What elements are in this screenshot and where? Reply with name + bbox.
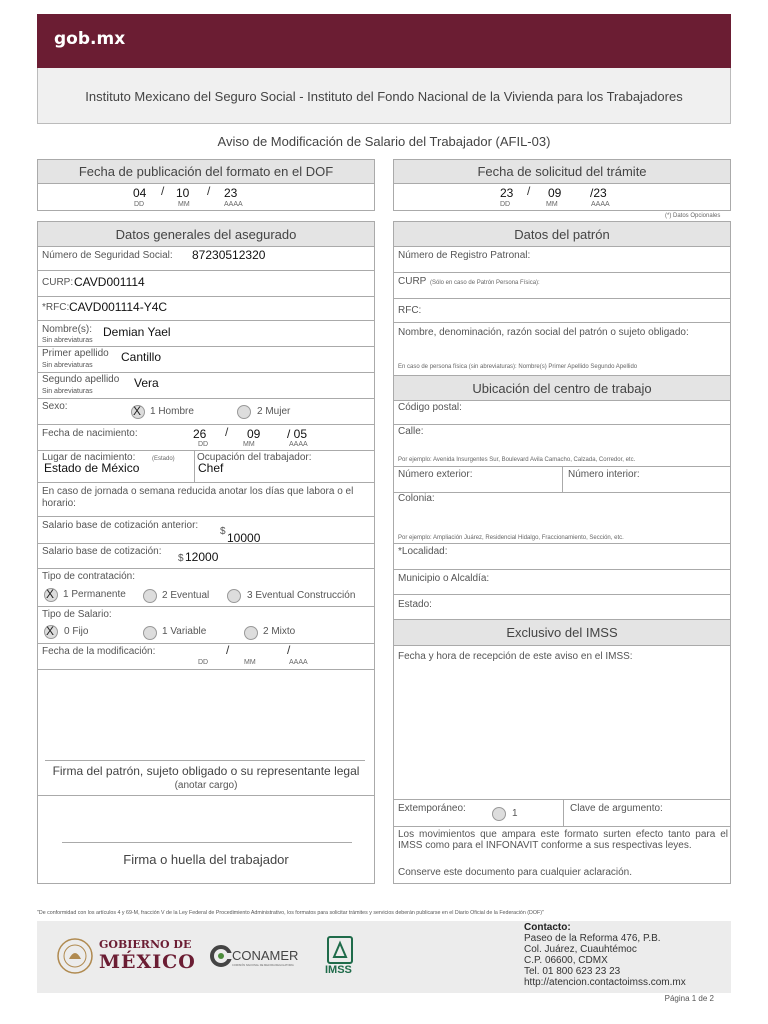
segundo-apellido-label: Segundo apellido: [42, 374, 120, 385]
optional-note: (*) Datos Opcionales: [665, 213, 721, 219]
divider: [37, 669, 375, 670]
salario-fijo-label: 0 Fijo: [64, 626, 89, 637]
contrat-construccion-label: 3 Eventual Construcción: [247, 590, 356, 601]
divider: [37, 398, 375, 399]
conamer-text: CONAMER: [232, 948, 299, 963]
dof-year: 23: [224, 186, 238, 200]
numero-exterior-label: Número exterior:: [398, 469, 473, 480]
nss-label: Número de Seguridad Social:: [42, 250, 173, 261]
lugar-label: Lugar de nacimiento:: [42, 452, 136, 463]
nacimiento-label: Fecha de nacimiento:: [42, 428, 138, 439]
extemporaneo-label: Extemporáneo:: [398, 803, 466, 814]
imss-section-header: [393, 619, 731, 646]
dof-month: 10: [176, 186, 190, 200]
solicitud-sep1: /: [527, 184, 531, 198]
contrat-permanente-mark: X: [46, 587, 55, 601]
dof-day: 04: [133, 186, 147, 200]
divider: [393, 826, 731, 827]
solicitud-mm-label: MM: [546, 201, 558, 208]
estado-label: Estado:: [398, 599, 432, 610]
gobierno-mexico-logo[interactable]: [55, 935, 195, 977]
rfc-label: *RFC:: [42, 302, 70, 313]
divider: [37, 606, 375, 607]
primer-apellido-label: Primer apellido: [42, 348, 109, 359]
nac-sep1: /: [225, 425, 229, 439]
form-title: Aviso de Modificación de Salario del Trabajador (AFIL-03): [217, 134, 551, 149]
solicitud-month: 09: [548, 186, 562, 200]
sexo-mujer-label: 2 Mujer: [257, 406, 291, 417]
divider: [393, 543, 731, 544]
segundo-sin-abrev: Sin abreviaturas: [42, 388, 93, 395]
patron-nombre-note: En caso de persona física (sin abreviaturas): Nombre(s) Primer Apellido Segundo Apellido: [398, 364, 638, 370]
contacto-url[interactable]: http://atencion.contactoimss.com.mx: [524, 977, 686, 988]
conamer-logo[interactable]: [210, 945, 310, 975]
fmod-mm-label: MM: [244, 659, 256, 666]
primer-sin-abrev: Sin abreviaturas: [42, 362, 93, 369]
divider: [37, 320, 375, 321]
contacto-title: Contacto:: [524, 922, 571, 933]
salario-label: Salario base de cotización:: [42, 546, 162, 557]
patron-section-header: [393, 221, 731, 247]
gobierno-de-text: GOBIERNO DE: [99, 938, 192, 951]
divider: [393, 569, 731, 570]
fecha-modificacion-label: Fecha de la modificación:: [42, 646, 156, 657]
recepcion-label: Fecha y hora de recepción de este aviso en el IMSS:: [398, 651, 633, 662]
imss-emblem-icon: [325, 935, 355, 965]
solicitud-date-box: [393, 183, 731, 211]
conamer-subtitle: COMISIÓN NACIONAL DE MEJORA REGULATORIA: [232, 964, 294, 967]
solicitud-day: 23: [500, 186, 514, 200]
sexo-hombre-mark: X: [133, 404, 142, 418]
lugar-value[interactable]: Estado de México: [44, 461, 140, 475]
contacto-address-1: Paseo de la Reforma 476, P.B.: [524, 933, 661, 944]
ocupacion-label: Ocupación del trabajador:: [197, 452, 312, 463]
ubicacion-box: [393, 400, 731, 620]
divider: [393, 594, 731, 595]
salario-fijo-mark: X: [46, 624, 55, 638]
fmod-dd-label: DD: [198, 659, 209, 666]
salario-anterior-label: Salario base de cotización anterior:: [42, 520, 199, 531]
imss-logo[interactable]: [322, 935, 358, 979]
localidad-label: *Localidad:: [398, 546, 448, 557]
patron-title: Datos del patrón: [514, 227, 610, 242]
municipio-label: Municipio o Alcaldía:: [398, 573, 490, 584]
divider: [37, 643, 375, 644]
patron-box: [393, 246, 731, 376]
registro-patronal-label: Número de Registro Patronal:: [398, 250, 531, 261]
salario-variable-label: 1 Variable: [162, 626, 207, 637]
contacto-block: [524, 922, 724, 988]
divider: [37, 568, 375, 569]
solicitud-title: Fecha de solicitud del trámite: [477, 164, 647, 179]
divider: [393, 298, 731, 299]
divider: [37, 346, 375, 347]
divider: [37, 482, 375, 483]
divider: [562, 466, 563, 492]
dof-sep1: /: [161, 184, 165, 198]
patron-curp-label: CURP: [398, 276, 427, 287]
extemporaneo-radio[interactable]: [492, 807, 506, 821]
dof-dd-label: DD: [134, 201, 145, 208]
divider: [37, 450, 375, 451]
dof-section-header: [37, 159, 375, 184]
legal-note: "De conformidad con los artículos 4 y 69-M, fracción V de la Ley Federal de Procedimiento Administrativo, los formatos para solicitar trámites y servicios deberán publicarse en el Diario Oficial de la Federación (DOF)": [37, 910, 544, 916]
segundo-apellido-value[interactable]: Vera: [134, 376, 159, 390]
dof-date-box: [37, 183, 375, 211]
colonia-note: Por ejemplo: Ampliación Juárez, Residencial Hidalgo, Fraccionamiento, Sección, etc.: [398, 535, 624, 541]
nombre-sin-abrev: Sin abreviaturas: [42, 337, 93, 344]
ubicacion-section-header: [393, 375, 731, 401]
patron-nombre-label: Nombre, denominación, razón social del patrón o sujeto obligado:: [398, 327, 689, 338]
anotar-cargo-label: (anotar cargo): [174, 780, 238, 791]
fmod-sep1: /: [226, 643, 230, 657]
divider: [37, 795, 375, 796]
divider: [393, 322, 731, 323]
nombre-label: Nombre(s):: [42, 324, 93, 335]
dof-sep2: /: [207, 184, 211, 198]
firma-trabajador-line[interactable]: [62, 842, 352, 843]
divider: [393, 492, 731, 493]
salario-mixto-label: 2 Mixto: [263, 626, 296, 637]
salario-value[interactable]: 12000: [185, 550, 219, 564]
sexo-label: Sexo:: [42, 401, 68, 412]
curp-label: CURP:: [42, 277, 74, 288]
calle-label: Calle:: [398, 426, 424, 437]
conserve-note: Conserve este documento para cualquier aclaración.: [398, 867, 633, 878]
solicitud-dd-label: DD: [500, 201, 511, 208]
salario-anterior-currency: $: [220, 526, 226, 537]
solicitud-year: /23: [590, 186, 607, 200]
nss-value[interactable]: 87230512320: [192, 248, 266, 262]
clave-argumento-label: Clave de argumento:: [570, 803, 663, 814]
imss-nota: Los movimientos que ampara este formato surten efecto tanto para el IMSS como para el INFONAVIT conforme a sus respectivas leyes.: [398, 829, 728, 851]
sexo-mujer-radio[interactable]: [237, 405, 251, 419]
nacimiento-day[interactable]: 26: [193, 427, 207, 441]
nac-dd-label: DD: [198, 441, 209, 448]
contacto-address-2: Col. Juárez, Cuauhtémoc: [524, 944, 637, 955]
primer-apellido-value[interactable]: Cantillo: [121, 350, 162, 364]
dof-title: Fecha de publicación del formato en el DOF: [78, 164, 334, 179]
tipo-salario-label: Tipo de Salario:: [42, 609, 112, 620]
rfc-value[interactable]: CAVD001114-Y4C: [69, 300, 168, 314]
escudo-icon: [55, 935, 95, 977]
institution-name: Instituto Mexicano del Seguro Social - Instituto del Fondo Nacional de la Vivienda para los Trabajadores: [85, 89, 683, 104]
dof-aaaa-label: AAAA: [224, 201, 243, 208]
contrat-eventual-label: 2 Eventual: [162, 590, 210, 601]
firma-trabajador-label: Firma o huella del trabajador: [123, 852, 289, 867]
firma-patron-line[interactable]: [45, 760, 365, 761]
firma-patron-label: Firma del patrón, sujeto obligado o su representante legal: [52, 764, 360, 778]
salario-variable-radio[interactable]: [143, 626, 157, 640]
nac-aaaa-label: AAAA: [289, 441, 308, 448]
divider: [37, 372, 375, 373]
ocupacion-value[interactable]: Chef: [198, 461, 224, 475]
salario-currency: $: [178, 553, 184, 564]
divider: [393, 272, 731, 273]
solicitud-aaaa-label: AAAA: [591, 201, 610, 208]
contrat-eventual-radio[interactable]: [143, 589, 157, 603]
divider: [37, 270, 375, 271]
fmod-aaaa-label: AAAA: [289, 659, 308, 666]
imss-logo-text: IMSS: [325, 964, 352, 976]
patron-rfc-label: RFC:: [398, 305, 422, 316]
asegurado-title: Datos generales del asegurado: [115, 227, 297, 242]
divider: [37, 424, 375, 425]
nac-mm-label: MM: [243, 441, 255, 448]
salario-mixto-radio[interactable]: [244, 626, 258, 640]
salario-anterior-value[interactable]: 10000: [227, 531, 261, 545]
numero-interior-label: Número interior:: [568, 469, 640, 480]
contratacion-label: Tipo de contratación:: [42, 571, 136, 582]
divider: [393, 799, 731, 800]
curp-value[interactable]: CAVD001114: [74, 275, 145, 289]
divider: [393, 424, 731, 425]
colonia-label: Colonia:: [398, 493, 435, 504]
contrat-construccion-radio[interactable]: [227, 589, 241, 603]
divider: [37, 543, 375, 544]
institution-banner: [37, 68, 731, 124]
imss-title: Exclusivo del IMSS: [506, 625, 618, 640]
contacto-address-3: C.P. 06600, CDMX: [524, 955, 608, 966]
mexico-text: MÉXICO: [99, 951, 196, 973]
conamer-c-icon: [210, 945, 232, 967]
sexo-hombre-label: 1 Hombre: [150, 406, 194, 417]
fmod-sep2: /: [287, 643, 291, 657]
divider: [194, 450, 195, 482]
extemporaneo-option: 1: [512, 808, 518, 819]
contrat-permanente-label: 1 Permanente: [63, 589, 126, 600]
divider: [563, 799, 564, 826]
lugar-note: (Estado): [152, 456, 175, 462]
gob-header-bar: [37, 14, 731, 68]
nacimiento-year[interactable]: / 05: [287, 427, 308, 441]
contacto-phone: Tel. 01 800 623 23 23: [524, 966, 621, 977]
gob-mx-logo[interactable]: gob.mx: [54, 29, 126, 49]
nacimiento-month[interactable]: 09: [247, 427, 261, 441]
jornada-label: En caso de jornada o semana reducida anotar los días que labora o el horario:: [42, 486, 354, 509]
ubicacion-title: Ubicación del centro de trabajo: [472, 381, 652, 396]
page-number: Página 1 de 2: [664, 994, 714, 1003]
divider: [37, 296, 375, 297]
calle-note: Por ejemplo: Avenida Insurgentes Sur, Boulevard Avila Camacho, Calzada, Corredor, etc.: [398, 457, 636, 463]
divider: [37, 516, 375, 517]
patron-curp-note: (Sólo en caso de Patrón Persona Física):: [430, 280, 540, 286]
solicitud-section-header: [393, 159, 731, 184]
codigo-postal-label: Código postal:: [398, 402, 462, 413]
asegurado-section-header: [37, 221, 375, 247]
nombre-value[interactable]: Demian Yael: [103, 325, 171, 339]
dof-mm-label: MM: [178, 201, 190, 208]
